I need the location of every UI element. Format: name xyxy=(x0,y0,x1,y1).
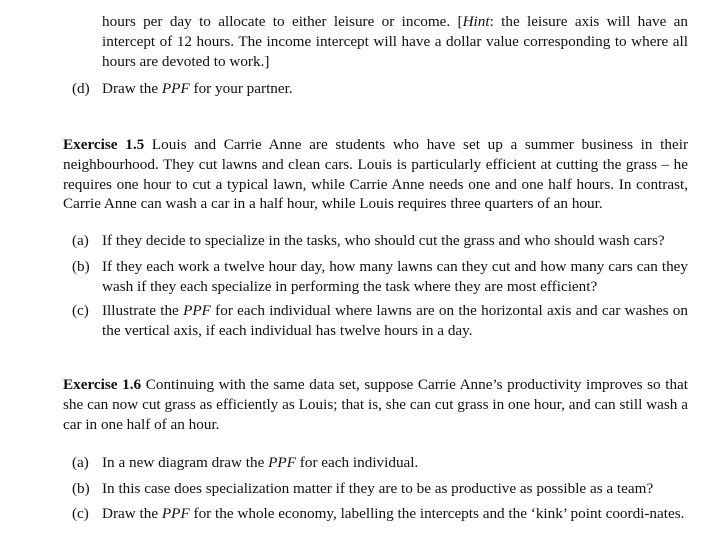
item-text-b: for your partner. xyxy=(189,80,293,97)
previous-item-continuation xyxy=(102,12,688,71)
item-text xyxy=(102,301,688,341)
exercise-1-6-item-a xyxy=(72,453,688,473)
exercise-1-6-item-b xyxy=(72,479,688,499)
item-label: (d) xyxy=(72,80,90,97)
item-label: (c) xyxy=(72,505,89,522)
continuation-text-b: : the leisure axis will have an intercept of 12 hours. The income intercept will have a dollar value corresponding to where all hours are devoted to work.] xyxy=(102,13,688,70)
continuation-text-a: hours per day to allocate to either leisure or income. [ xyxy=(102,13,463,30)
exercise-title: Exercise 1.5 xyxy=(63,136,145,153)
ppf-term: PPF xyxy=(161,505,190,522)
item-text: If they each work a twelve hour day, how many lawns can they cut and how many cars can they wash if they each specialize in performing the task where they are most efficient? xyxy=(102,258,688,295)
exercise-1-5-item-b xyxy=(72,257,688,297)
hint-label: Hint xyxy=(462,13,490,30)
ppf-term: PPF xyxy=(183,302,211,319)
item-label: (a) xyxy=(72,232,89,249)
item-label: (b) xyxy=(72,258,90,275)
exercise-body: Louis and Carrie Anne are students who have set up a summer business in their neighbourhood. They cut lawns and clean cars. Louis is particularly efficient at cutting the grass – he requires one hour to cut a typical lawn, while Carrie Anne needs one and one half hours. In contrast, Carrie Anne can wash a car in a half hour, while Louis requires three quarters of an hour. xyxy=(63,136,688,213)
item-text xyxy=(102,504,688,524)
item-label: (a) xyxy=(72,454,89,471)
item-text-a: Draw the xyxy=(102,80,162,97)
item-text: If they decide to specialize in the tasks, who should cut the grass and who should wash cars? xyxy=(102,232,665,249)
exercise-title: Exercise 1.6 xyxy=(63,376,142,393)
exercise-1-5 xyxy=(63,135,688,214)
previous-item-d xyxy=(72,79,688,99)
item-text-a: In a new diagram draw the xyxy=(102,454,269,471)
item-text-b: for the whole economy, labelling the intercepts and the ‘kink’ point coordi-nates. xyxy=(189,505,685,522)
item-text-a: Illustrate the xyxy=(102,302,184,319)
item-text-b: for each individual. xyxy=(296,454,419,471)
item-label: (b) xyxy=(72,480,90,497)
exercise-1-6-item-c xyxy=(72,504,688,524)
ppf-term: PPF xyxy=(161,80,190,97)
item-text-b: for each individual where lawns are on the horizontal axis and car washes on the vertical axis, if each individual has twelve hours in a day. xyxy=(102,302,688,339)
exercise-1-5-item-a xyxy=(72,231,688,251)
exercise-body: Continuing with the same data set, suppose Carrie Anne’s productivity improves so that she can now cut grass as efficiently as Louis; that is, she can cut grass in one hour, and can still wash a car in one half of an hour. xyxy=(63,376,689,433)
exercise-1-5-item-c xyxy=(72,301,688,341)
item-text xyxy=(102,79,688,99)
exercise-1-6 xyxy=(63,375,688,434)
item-text xyxy=(102,453,688,473)
item-text-a: Draw the xyxy=(102,505,162,522)
ppf-term: PPF xyxy=(268,454,296,471)
item-text: In this case does specialization matter if they are to be as productive as possible as a team? xyxy=(102,480,654,497)
item-label: (c) xyxy=(72,302,89,319)
